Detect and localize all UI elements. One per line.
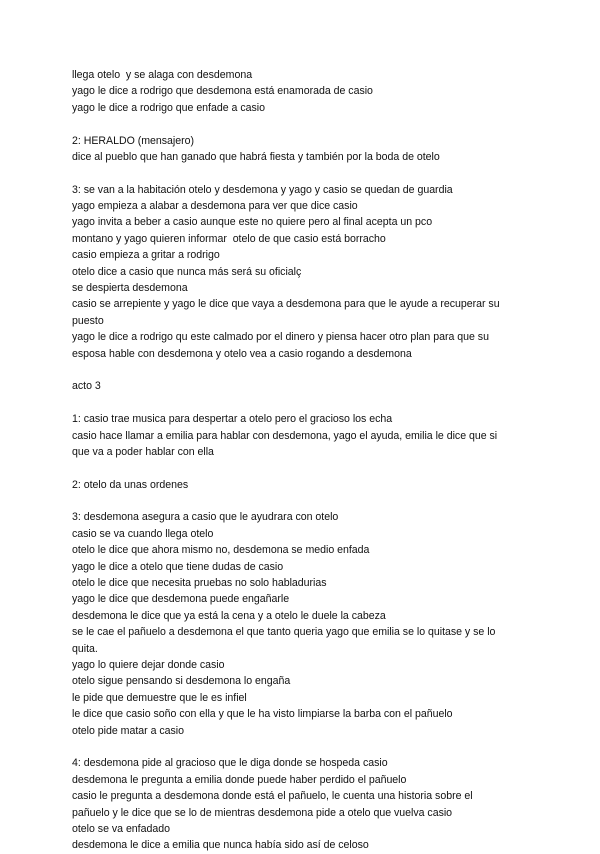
- text-line: casio se va cuando llega otelo: [72, 527, 214, 540]
- text-line: otelo pide matar a casio: [72, 724, 184, 737]
- paragraph: [72, 182, 560, 362]
- text-line: yago le dice a rodrigo que desdemona está enamorada de casio: [72, 85, 373, 98]
- paragraph: [72, 67, 560, 116]
- text-line: 1: casio trae musica para despertar a otelo pero el gracioso los echa: [72, 413, 393, 426]
- text-line: 4: desdemona pide al gracioso que le diga donde se hospeda casio: [72, 757, 388, 770]
- text-line: esposa hable con desdemona y otelo vea a casio rogando a desdemona: [72, 347, 412, 360]
- text-line: otelo se va enfadado: [72, 822, 170, 835]
- text-line: casio se arrepiente y yago le dice que vaya a desdemona para que le ayude a recuperar su: [72, 298, 500, 311]
- text-line: yago le dice a otelo que tiene dudas de casio: [72, 560, 284, 573]
- text-line: yago le dice que desdemona puede engañarle: [72, 593, 290, 606]
- paragraph: [72, 755, 560, 853]
- paragraph: [72, 411, 560, 460]
- text-line: desdemona le dice que ya está la cena y a otelo le duele la cabeza: [72, 609, 386, 622]
- text-line: casio empieza a gritar a rodrigo: [72, 249, 220, 262]
- text-line: le pide que demuestre que le es infiel: [72, 691, 247, 704]
- text-line: casio hace llamar a emilia para hablar con desdemona, yago el ayuda, emilia le dice que si: [72, 429, 498, 442]
- text-line: 2: HERALDO (mensajero): [72, 134, 195, 147]
- text-line: se le cae el pañuelo a desdemona el que tanto queria yago que emilia se lo quitase y se lo: [72, 626, 496, 639]
- text-line: desdemona le dice a emilia que nunca había sido así de celoso: [72, 839, 369, 852]
- text-line: yago le dice a rodrigo qu este calmado por el dinero y piensa hacer otro plan para que su: [72, 331, 489, 344]
- text-line: yago invita a beber a casio aunque este no quiere pero al final acepta un pco: [72, 216, 433, 229]
- text-line: montano y yago quieren informar otelo de que casio está borracho: [72, 232, 386, 245]
- text-line: yago le dice a rodrigo que enfade a casio: [72, 101, 265, 114]
- text-line: se despierta desdemona: [72, 282, 188, 295]
- text-line: desdemona le pregunta a emilia donde puede haber perdido el pañuelo: [72, 773, 407, 786]
- text-line: otelo le dice que ahora mismo no, desdemona se medio enfada: [72, 544, 370, 557]
- text-line: 3: desdemona asegura a casio que le ayudrara con otelo: [72, 511, 339, 524]
- paragraph: [72, 378, 560, 394]
- text-line: llega otelo y se alaga con desdemona: [72, 69, 253, 81]
- paragraph: [72, 477, 560, 493]
- text-line: otelo dice a casio que nunca más será su oficialç: [72, 265, 302, 278]
- text-line: yago empieza a alabar a desdemona para ver que dice casio: [72, 200, 358, 213]
- paragraph: [72, 133, 560, 166]
- text-line: acto 3: [72, 380, 101, 393]
- text-line: quita.: [72, 642, 98, 655]
- text-line: 3: se van a la habitación otelo y desdemona y yago y casio se quedan de guardia: [72, 183, 453, 196]
- text-line: otelo sigue pensando si desdemona lo engaña: [72, 675, 291, 688]
- text-line: que va a poder hablar con ella: [72, 445, 214, 458]
- text-line: casio le pregunta a desdemona donde está el pañuelo, le cuenta una historia sobre el: [72, 790, 473, 803]
- text-line: puesto: [72, 314, 104, 327]
- text-line: dice al pueblo que han ganado que habrá fiesta y también por la boda de otelo: [72, 150, 440, 163]
- text-line: otelo le dice que necesita pruebas no solo habladurias: [72, 576, 327, 589]
- text-line: 2: otelo da unas ordenes: [72, 478, 189, 491]
- text-line: pañuelo y le dice que se lo de mientras desdemona pide a otelo que vuelva casio: [72, 806, 453, 819]
- paragraph: [72, 509, 560, 739]
- text-line: le dice que casio soño con ella y que le ha visto limpiarse la barba con el pañuelo: [72, 708, 453, 721]
- text-line: yago lo quiere dejar donde casio: [72, 658, 225, 671]
